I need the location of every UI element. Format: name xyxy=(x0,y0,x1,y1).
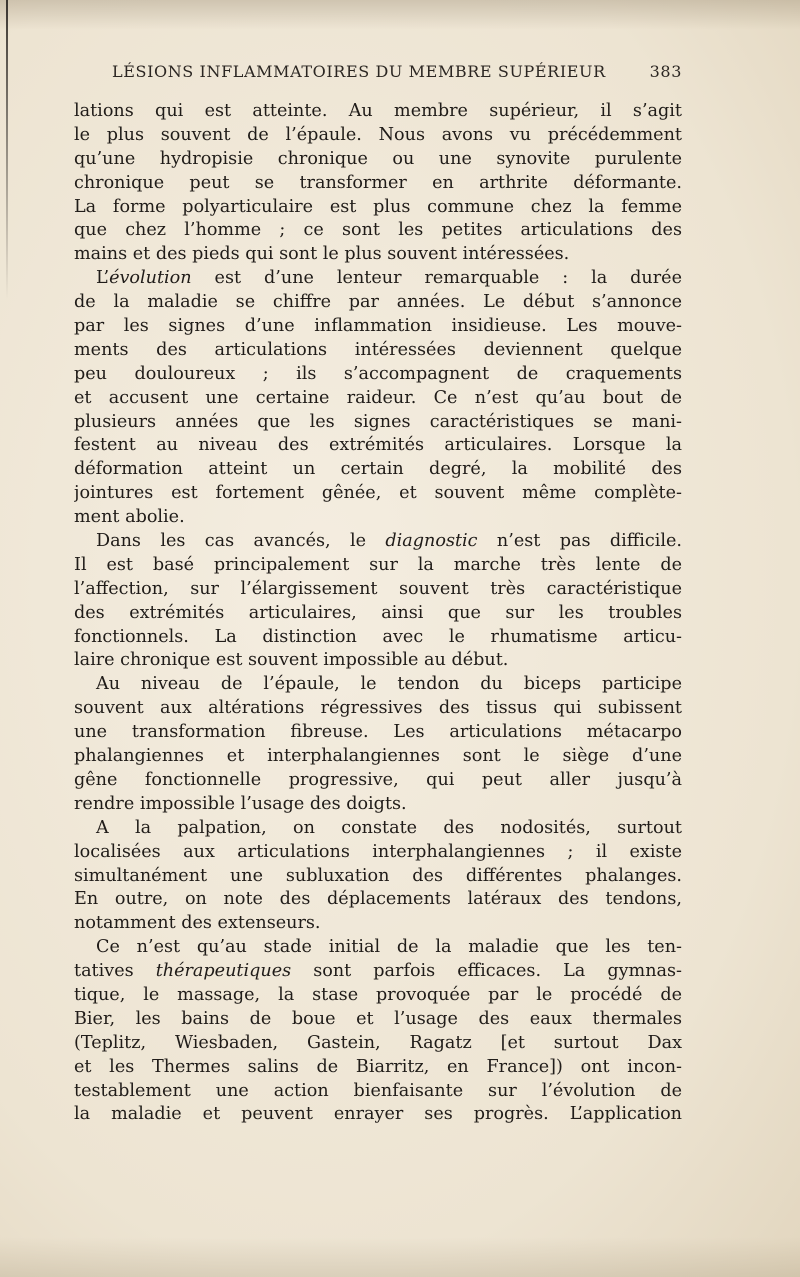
text-line: testablement une action bienfaisante sur l’évolution de xyxy=(74,1080,682,1101)
text-line: plusieurs années que les signes caractéristiques se mani- xyxy=(74,411,682,432)
text-line: localisées aux articulations interphalangiennes ; il existe xyxy=(74,841,682,862)
text-line: de la maladie se chiffre par années. Le début s’annonce xyxy=(74,292,682,313)
text-line: (Teplitz, Wiesbaden, Gastein, Ragatz [et surtout Dax xyxy=(74,1032,682,1053)
text-line: Ce n’est qu’au stade initial de la maladie que les ten- xyxy=(96,937,682,958)
page-number: 383 xyxy=(649,62,682,81)
text-line: mains et des pieds qui sont le plus souvent intéressées. xyxy=(74,244,570,265)
text-line: A la palpation, on constate des nodosités, surtout xyxy=(96,817,682,838)
text-line: En outre, on note des déplacements latéraux des tendons, xyxy=(74,889,682,910)
text-line: Il est basé principalement sur la marche très lente de xyxy=(74,554,682,575)
text-line: l’affection, sur l’élargissement souvent très caractéristique xyxy=(74,578,682,599)
text-line: le plus souvent de l’épaule. Nous avons vu précédemment xyxy=(74,124,682,145)
text-line: des extrémités articulaires, ainsi que sur les troubles xyxy=(74,602,682,623)
text-line: simultanément une subluxation des différentes phalanges. xyxy=(74,865,682,886)
text-line: rendre impossible l’usage des doigts. xyxy=(74,793,407,814)
text-segment: n’est pas difficile. xyxy=(477,531,682,552)
text-line: Bier, les bains de boue et l’usage des eaux thermales xyxy=(74,1008,682,1029)
text-line: chronique peut se transformer en arthrite déformante. xyxy=(74,172,682,193)
text-line: festent au niveau des extrémités articulaires. Lorsque la xyxy=(74,435,682,456)
text-line: phalangiennes et interphalangiennes sont le siège d’une xyxy=(74,746,682,767)
text-line: lations qui est atteinte. Au membre supérieur, il s’agit xyxy=(74,101,682,121)
text-line: peu douloureux ; ils s’accompagnent de craquements xyxy=(74,363,682,384)
text-line: qu’une hydropisie chronique ou une synovite purulente xyxy=(74,148,682,169)
page-bottom-shadow xyxy=(0,1237,800,1277)
text-line: jointures est fortement gênée, et souvent même complète- xyxy=(74,483,682,504)
text-line: Au niveau de l’épaule, le tendon du biceps participe xyxy=(96,674,682,695)
text-line: et accusent une certaine raideur. Ce n’est qu’au bout de xyxy=(74,387,682,408)
text-line: ments des articulations intéressées deviennent quelque xyxy=(74,339,682,360)
text-line: et les Thermes salins de Biarritz, en France]) ont incon- xyxy=(74,1056,682,1077)
page-left-edge xyxy=(6,0,8,300)
text-line: fonctionnels. La distinction avec le rhumatisme articu- xyxy=(74,626,682,647)
text-line: souvent aux altérations régressives des tissus qui subissent xyxy=(74,698,682,719)
italic-term: thérapeutiques xyxy=(155,961,292,982)
italic-term: diagnostic xyxy=(385,531,478,552)
text-line: la maladie et peuvent enrayer ses progrès. L’application xyxy=(74,1104,682,1125)
text-line: La forme polyarticulaire est plus commune chez la femme xyxy=(74,196,682,217)
text-line: que chez l’homme ; ce sont les petites articulations des xyxy=(74,220,682,241)
text-line: ment abolie. xyxy=(74,507,185,528)
text-line: déformation atteint un certain degré, la mobilité des xyxy=(74,459,682,480)
text-segment: est d’une lenteur remarquable : la durée xyxy=(191,268,682,289)
text-line: tique, le massage, la stase provoquée par le procédé de xyxy=(74,984,682,1005)
text-line: laire chronique est souvent impossible au début. xyxy=(74,650,509,671)
running-header xyxy=(112,62,682,81)
text-segment: Dans les cas avancés, le xyxy=(96,531,386,552)
text-segment: L’ xyxy=(96,268,110,289)
text-line: notamment des extenseurs. xyxy=(74,913,321,934)
page-top-shadow xyxy=(0,0,800,30)
text-line: par les signes d’une inflammation insidieuse. Les mouve- xyxy=(74,316,682,337)
running-title: LÉSIONS INFLAMMATOIRES DU MEMBRE SUPÉRIEUR xyxy=(112,62,606,81)
text-segment: sont parfois efficaces. La gymnas- xyxy=(291,961,682,982)
text-line xyxy=(74,530,682,554)
text-segment: tatives xyxy=(74,961,156,982)
text-line xyxy=(74,267,682,291)
text-line: une transformation fibreuse. Les articulations métacarpo xyxy=(74,722,682,743)
text-line: gêne fonctionnelle progressive, qui peut aller jusqu’à xyxy=(74,769,682,790)
body-text xyxy=(74,100,682,1127)
text-line xyxy=(74,960,682,984)
italic-term: évolution xyxy=(109,268,192,289)
